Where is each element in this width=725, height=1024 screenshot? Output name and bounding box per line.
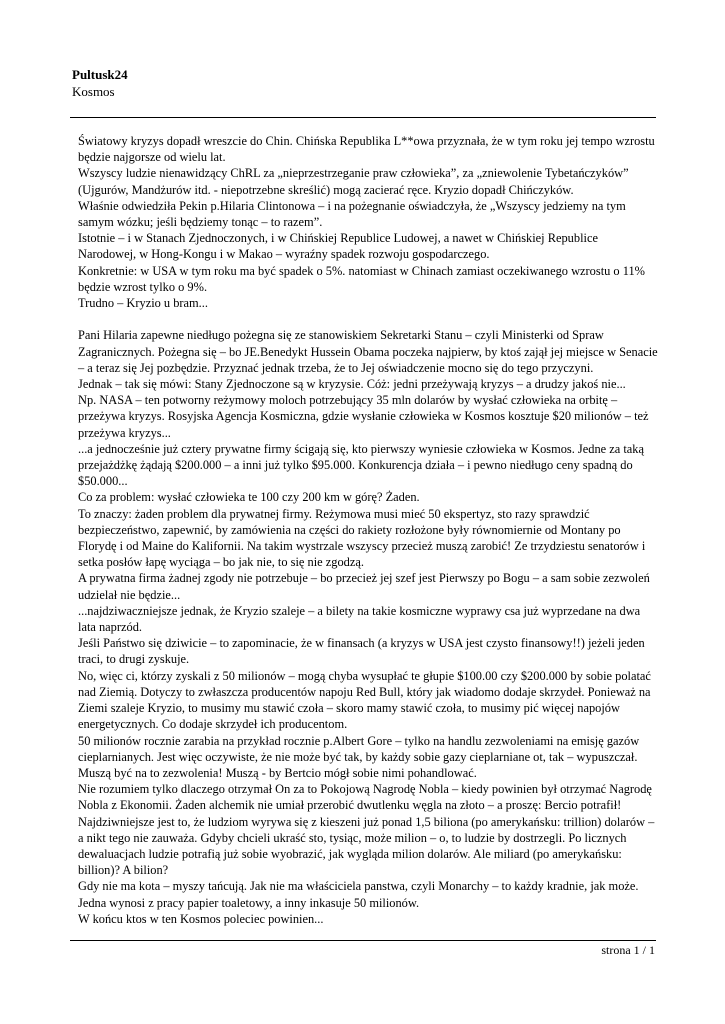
page-number: strona 1 / 1 bbox=[601, 943, 655, 957]
paragraph: Nie rozumiem tylko dlaczego otrzymał On za to Pokojową Nagrodę Nobla – kiedy powinien był otrzymać Nagrodę Nobla z Ekonomii. Żaden alchemik nie umiał przerobić dwutlenku węgla na złoto – a proszę: Bercio potrafił! bbox=[78, 782, 652, 813]
paragraph-spacer bbox=[72, 311, 658, 327]
paragraph: No, więc ci, którzy zyskali z 50 milionów – mogą chyba wysupłać te głupie $100.00 czy $200.000 by sobie polatać nad Ziemią. Dotyczy to zwłaszcza producentów napoju Red Bull, który jak wiadomo dodaje skrzydeł. Ponieważ na Ziemi szaleje Kryzio, to musimy mu stawić czoła – skoro mamy stawić czoła, to musimy pić więcej napojów energetycznych. Co dodaje skrzydeł ich producentom. bbox=[78, 668, 651, 732]
paragraph: Jeśli Państwo się dziwicie – to zapominacie, że w finansach (a kryzys w USA jest czysto finansowy!!) jeżeli jeden traci, to drugi zyskuje. bbox=[78, 636, 645, 667]
paragraph: Gdy nie ma kota – myszy tańcują. Jak nie ma właściciela panstwa, czyli Monarchy – to każdy kradnie, jak może. Jedna wynosi z pracy papier toaletowy, a inny inkasuje 50 milionów. bbox=[78, 879, 639, 910]
paragraph: ...najdziwaczniejsze jednak, że Kryzio szaleje – a bilety na takie kosmiczne wyprawy csa już wyprzedane na dwa lata naprzód. bbox=[78, 603, 641, 635]
paragraph: Pani Hilaria zapewne niedługo pożegna się ze stanowiskiem Sekretarki Stanu – czyli Ministerki od Spraw Zagranicznych. Pożegna się – bo JE.Benedykt Hussein Obama poczeka najpierw, by ktoś zajął jej miejsce w Senacie – a teraz się Jej pozbędzie. Przyznać jednak trzeba, że to Jej oświadczenie mocno się do tego przyczyni. bbox=[78, 328, 658, 375]
paragraph: Istotnie – i w Stanach Zjednoczonych, i w Chińskiej Republice Ludowej, a nawet w Chińskiej Republice Narodowej, w Hong-Kongu i w Makao – wyraźny spadek rozwoju gospodarczego. bbox=[78, 231, 598, 262]
paragraph: Najdziwniejsze jest to, że ludziom wyrywa się z kieszeni już ponad 1,5 biliona (po amerykańsku: trillion) dolarów – a nikt tego nie zauważa. Gdyby chcieli ukraść sto, tysiąc, może milion – o, to ludzie by dostrzegli. Po licznych dewaluacjach ludzie potrafią już sobie wyobrazić, jak wygląda milion dolarów. Ale miliard (po amerykańsku: billion)? A bilion? bbox=[78, 814, 655, 878]
header-divider bbox=[70, 117, 656, 118]
article-title: Kosmos bbox=[72, 84, 115, 99]
paragraph: Światowy kryzys dopadł wreszcie do Chin. Chińska Republika L**owa przyznała, że w tym roku jej tempo wzrostu będzie najgorsze od wielu lat. bbox=[78, 134, 655, 165]
paragraph: A prywatna firma żadnej zgody nie potrzebuje – bo przecież jej szef jest Pierwszy po Bogu – a sam sobie zezwoleń udzielał nie będzie... bbox=[78, 571, 650, 602]
paragraph: W końcu ktos w ten Kosmos poleciec powinien... bbox=[78, 911, 324, 926]
paragraph: Wszyscy ludzie nienawidzący ChRL za „nieprzestrzeganie praw człowieka”, za „zniewolenie Tybetańczyków” (Ujgurów, Mandżurów itd. - niepotrzebne skreślić) mogą zacierać ręce. Kryzio dopadł Chińczyków. bbox=[78, 166, 629, 197]
paragraph: Trudno – Kryzio u bram... bbox=[78, 296, 208, 311]
paragraph: Jednak – tak się mówi: Stany Zjednoczone są w kryzysie. Cóż: jedni przeżywają kryzys – a drudzy jakoś nie... bbox=[78, 377, 626, 392]
paragraph: Konkretnie: w USA w tym roku ma być spadek o 5%. natomiast w Chinach zamiast oczekiwanego wzrostu o 11% będzie wzrost tylko o 9%. bbox=[78, 263, 645, 294]
paragraph: ...a jednocześnie już cztery prywatne firmy ścigają się, kto pierwszy wyniesie człowieka w Kosmos. Jedne za taką przejażdżkę żądają $200.000 – a inni już tylko $95.000. Konkurencja działa – i pewno niedługo ceny spadną do $50.000... bbox=[78, 441, 644, 489]
footer-divider bbox=[70, 940, 656, 941]
article-body bbox=[72, 133, 658, 927]
paragraph: To znaczy: żaden problem dla prywatnej firmy. Reżymowa musi mieć 50 ekspertyz, sto razy sprawdzić bezpieczeństwo, zapewnić, by zamówienia na części do rakiety rozłożone były równomiernie od Montany po Florydę i od Maine do Kalifornii. Na takim wystrzale wszyscy przecież muszą zarobić! Ze trzydziestu senatorów i setka posłów łapę wyciąga – bo jak nie, to się nie zgodzą. bbox=[78, 506, 646, 570]
site-title: Pultusk24 bbox=[72, 67, 128, 82]
paragraph: 50 milionów rocznie zarabia na przykład rocznie p.Albert Gore – tylko na handlu zezwoleniami na emisję gazów cieplarnianych. Jest więc oczywiste, że nie może być tak, by każdy sobie gazy cieplarniane ot, tak – wypuszczał. Muszą być na to zezwolenia! Muszą - by Bertcio mógł sobie nimi pohandlować. bbox=[78, 733, 640, 780]
paragraph: Co za problem: wysłać człowieka te 100 czy 200 km w górę? Żaden. bbox=[78, 490, 420, 505]
paragraph: Właśnie odwiedziła Pekin p.Hilaria Clintonowa – i na pożegnanie oświadczyła, że „Wszyscy jedziemy na tym samym wózku; jeśli będziemy tonąc – to razem”. bbox=[78, 198, 626, 230]
paragraph: Np. NASA – ten potworny reżymowy moloch potrzebujący 35 mln dolarów by wysłać człowieka na orbitę – przeżywa kryzys. Rosyjska Agencja Kosmiczna, gdzie wysłanie człowieka w Kosmos kosztuje $20 milionów – też przeżywa kryzys... bbox=[78, 393, 649, 440]
